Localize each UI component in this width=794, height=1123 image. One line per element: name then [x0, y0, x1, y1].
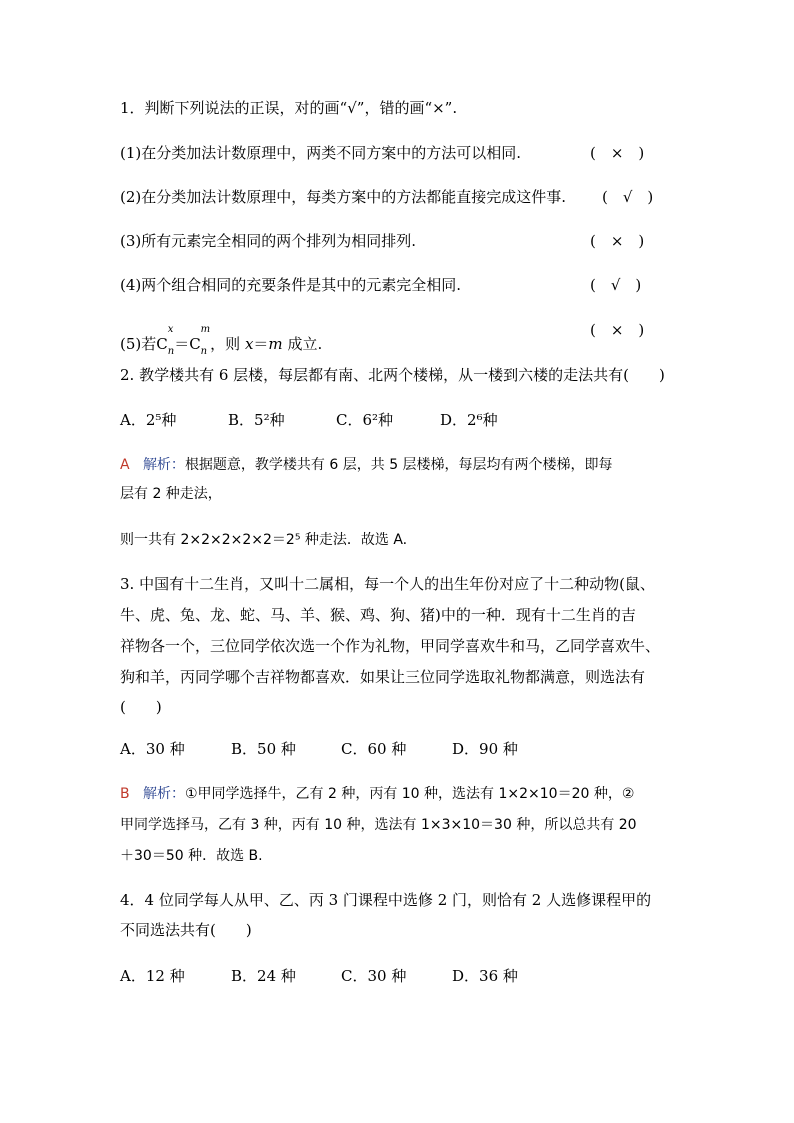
q3-option-c: C．60 种	[341, 740, 407, 758]
q3-line2: 牛、虎、兔、龙、蛇、马、羊、猴、鸡、狗、猪)中的一种．现有十二生肖的吉	[120, 606, 636, 624]
q4-option-d: D．36 种	[452, 967, 518, 985]
q4-options	[120, 966, 518, 986]
q1-item-5-pre: (5)若	[120, 335, 157, 353]
q1-item-4: (4)两个组合相同的充要条件是其中的元素完全相同.	[120, 276, 462, 294]
q3-option-d: D．90 种	[452, 740, 518, 758]
q2-answer-key: A	[120, 457, 130, 473]
q2-option-a: A．2⁵种	[120, 411, 177, 429]
q3-solution-line3: ＋30＝50 种．故选 B.	[120, 848, 263, 864]
q2-option-c: C．6²种	[336, 411, 394, 429]
q2-solution-line2: 层有 2 种走法，	[120, 486, 222, 502]
q3-line5: ( )	[120, 698, 162, 716]
q1-stem: 1．判断下列说法的正误，对的画“√”，错的画“×”.	[120, 99, 458, 117]
q2-solution-label: 解析：	[142, 457, 185, 473]
q2-solution-text1: 根据题意，教学楼共有 6 层，共 5 层楼梯，每层均有两个楼梯，即每	[184, 457, 613, 473]
q3-solution-line1	[120, 784, 634, 804]
combination-formula: $C^x$ $_n=C^m$ $_n$ ，则 x＝m	[156, 324, 283, 357]
q1-answer-2: ( √ )	[602, 188, 654, 206]
q3-option-a: A．30 种	[120, 740, 185, 758]
q3-solution-line2: 甲同学选择马，乙有 3 种，丙有 10 种，选法有 1×3×10＝30 种，所以总共有 20	[120, 817, 637, 833]
q1-item-3: (3)所有元素完全相同的两个排列为相同排列.	[120, 232, 417, 250]
q4-line2: 不同选法共有( )	[120, 921, 252, 939]
q3-options	[120, 739, 518, 759]
q1-item-2: (2)在分类加法计数原理中，每类方案中的方法都能直接完成这件事.	[120, 188, 567, 206]
q1-item-5-post: 成立.	[287, 335, 323, 353]
q4-line1: 4．4 位同学每人从甲、乙、丙 3 门课程中选修 2 门，则恰有 2 人选修课程甲的	[120, 891, 652, 909]
q2-options	[120, 410, 498, 430]
q2-solution-line1	[120, 455, 613, 475]
q1-answer-1: ( × )	[590, 144, 645, 162]
q4-option-b: B．24 种	[231, 967, 296, 985]
q3-answer-key: B	[120, 786, 130, 802]
q4-option-c: C．30 种	[341, 967, 407, 985]
q2-option-b: B．5²种	[228, 411, 285, 429]
q1-answer-3: ( × )	[590, 232, 645, 250]
q1-item-1: (1)在分类加法计数原理中，两类不同方案中的方法可以相同.	[120, 144, 522, 162]
q3-line4: 狗和羊，丙同学哪个吉祥物都喜欢．如果让三位同学选取礼物都满意，则选法有	[120, 668, 646, 686]
q1-answer-4: ( √ )	[590, 276, 642, 294]
q2-solution-line3: 则一共有 2×2×2×2×2＝2⁵ 种走法．故选 A.	[120, 532, 408, 548]
q3-line3: 祥物各一个，三位同学依次选一个作为礼物，甲同学喜欢牛和马，乙同学喜欢牛、	[120, 637, 661, 655]
q3-option-b: B．50 种	[231, 740, 296, 758]
q3-solution-label: 解析：	[142, 786, 185, 802]
q2-option-d: D．2⁶种	[440, 411, 498, 429]
q2-stem: 2. 教学楼共有 6 层楼，每层都有南、北两个楼梯，从一楼到六楼的走法共有( )	[120, 366, 665, 384]
q3-line1: 3. 中国有十二生肖，又叫十二属相，每一个人的出生年份对应了十二种动物(鼠、	[120, 575, 655, 593]
q4-option-a: A．12 种	[120, 967, 185, 985]
q1-answer-5: ( × )	[590, 321, 645, 339]
q1-item-5	[120, 320, 322, 370]
q3-solution-text1: ①甲同学选择牛，乙有 2 种，丙有 10 种，选法有 1×2×10＝20 种，②	[184, 786, 635, 802]
